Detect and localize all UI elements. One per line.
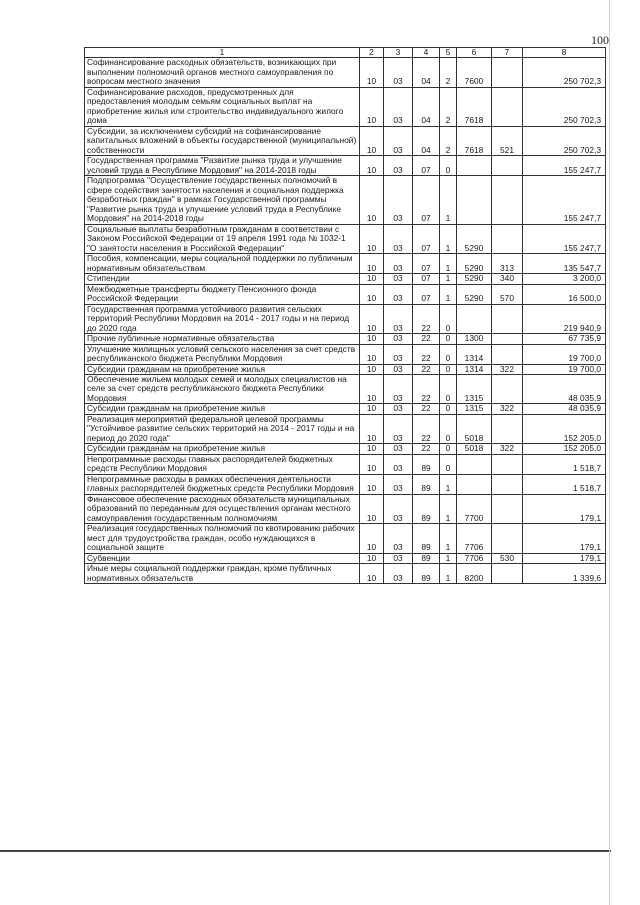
section-code-cell: 10	[360, 404, 384, 414]
section-code-cell: 10	[360, 454, 384, 474]
amount-cell: 152 205,0	[523, 444, 606, 454]
direction-code-cell: 5290	[457, 284, 492, 304]
table-row	[85, 524, 606, 553]
section-code-cell: 10	[360, 374, 384, 403]
expense-type-code-cell	[492, 58, 523, 87]
expense-type-code-cell: 570	[492, 284, 523, 304]
subsection-code-cell: 03	[384, 344, 413, 364]
table-row	[85, 564, 606, 584]
subsection-code-cell: 03	[384, 374, 413, 403]
section-code-cell: 10	[360, 176, 384, 224]
direction-code-cell: 5018	[457, 414, 492, 443]
expense-type-code-cell	[492, 304, 523, 333]
direction-code-cell	[457, 474, 492, 494]
table-row	[85, 87, 606, 126]
amount-cell: 219 940,9	[523, 304, 606, 333]
subprogram-code-cell: 0	[440, 344, 457, 364]
budget-table	[84, 47, 606, 584]
expense-type-code-cell: 322	[492, 444, 523, 454]
section-code-cell: 10	[360, 304, 384, 333]
subsection-code-cell: 03	[384, 524, 413, 553]
column-header-7: 7	[492, 48, 523, 58]
expense-name-cell: Прочие публичные нормативные обязательства	[85, 334, 360, 344]
amount-cell: 19 700,0	[523, 344, 606, 364]
subprogram-code-cell: 0	[440, 374, 457, 403]
direction-code-cell: 5290	[457, 274, 492, 284]
amount-cell: 155 247,7	[523, 176, 606, 224]
expense-name-cell: Пособия, компенсации, меры социальной поддержки по публичным нормативным обязательствам	[85, 254, 360, 274]
amount-cell: 152 205,0	[523, 414, 606, 443]
scan-edge	[609, 0, 610, 905]
amount-cell: 1 339,6	[523, 564, 606, 584]
program-code-cell: 22	[413, 364, 440, 374]
expense-name-cell: Непрограммные расходы в рамках обеспечения деятельности главных распорядителей бюджетных средств Республики Мордовия	[85, 474, 360, 494]
amount-cell: 179,1	[523, 494, 606, 523]
column-header-6: 6	[457, 48, 492, 58]
subsection-code-cell: 03	[384, 224, 413, 253]
expense-type-code-cell: 322	[492, 404, 523, 414]
expense-name-cell: Субсидии гражданам на приобретение жилья	[85, 404, 360, 414]
expense-name-cell: Межбюджетные трансферты бюджету Пенсионного фонда Российской Федерации	[85, 284, 360, 304]
amount-cell: 48 035,9	[523, 374, 606, 403]
expense-name-cell: Реализация государственных полномочий по квотированию рабочих мест для трудоустройства граждан, особо нуждающихся в социальной защите	[85, 524, 360, 553]
section-code-cell: 10	[360, 58, 384, 87]
table-row	[85, 274, 606, 284]
table-row	[85, 454, 606, 474]
program-code-cell: 07	[413, 224, 440, 253]
direction-code-cell: 1300	[457, 334, 492, 344]
subsection-code-cell: 03	[384, 334, 413, 344]
table-row	[85, 553, 606, 563]
subprogram-code-cell: 1	[440, 284, 457, 304]
table-row	[85, 126, 606, 155]
expense-type-code-cell	[492, 334, 523, 344]
table-row	[85, 334, 606, 344]
expense-type-code-cell	[492, 414, 523, 443]
amount-cell: 250 702,3	[523, 87, 606, 126]
expense-type-code-cell	[492, 344, 523, 364]
subprogram-code-cell: 0	[440, 454, 457, 474]
amount-cell: 1 518,7	[523, 474, 606, 494]
subprogram-code-cell: 0	[440, 404, 457, 414]
table-body	[85, 58, 606, 584]
subsection-code-cell: 03	[384, 156, 413, 176]
subsection-code-cell: 03	[384, 364, 413, 374]
program-code-cell: 04	[413, 126, 440, 155]
table-row	[85, 58, 606, 87]
program-code-cell: 89	[413, 564, 440, 584]
expense-name-cell: Иные меры социальной поддержки граждан, кроме публичных нормативных обязательств	[85, 564, 360, 584]
subprogram-code-cell: 0	[440, 414, 457, 443]
column-header-5: 5	[440, 48, 457, 58]
subprogram-code-cell: 0	[440, 304, 457, 333]
expense-type-code-cell	[492, 87, 523, 126]
subprogram-code-cell: 1	[440, 553, 457, 563]
section-code-cell: 10	[360, 224, 384, 253]
column-header-3: 3	[384, 48, 413, 58]
expense-name-cell: Субсидии, за исключением субсидий на софинансирование капитальных вложений в объекты государственной (муниципальной) собственности	[85, 126, 360, 155]
section-code-cell: 10	[360, 414, 384, 443]
section-code-cell: 10	[360, 474, 384, 494]
section-code-cell: 10	[360, 364, 384, 374]
amount-cell: 155 247,7	[523, 224, 606, 253]
expense-type-code-cell	[492, 524, 523, 553]
table-row	[85, 284, 606, 304]
program-code-cell: 07	[413, 284, 440, 304]
section-code-cell: 10	[360, 284, 384, 304]
table-row	[85, 474, 606, 494]
subsection-code-cell: 03	[384, 564, 413, 584]
subsection-code-cell: 03	[384, 126, 413, 155]
subsection-code-cell: 03	[384, 304, 413, 333]
table-row	[85, 414, 606, 443]
subsection-code-cell: 03	[384, 87, 413, 126]
expense-type-code-cell	[492, 374, 523, 403]
expense-type-code-cell: 322	[492, 364, 523, 374]
column-header-1: 1	[85, 48, 360, 58]
direction-code-cell: 7618	[457, 126, 492, 155]
direction-code-cell	[457, 156, 492, 176]
amount-cell: 179,1	[523, 524, 606, 553]
section-code-cell: 10	[360, 126, 384, 155]
subprogram-code-cell: 1	[440, 254, 457, 274]
subsection-code-cell: 03	[384, 176, 413, 224]
subsection-code-cell: 03	[384, 444, 413, 454]
direction-code-cell: 7618	[457, 87, 492, 126]
program-code-cell: 04	[413, 87, 440, 126]
section-code-cell: 10	[360, 553, 384, 563]
expense-name-cell: Финансовое обеспечение расходных обязательств муниципальных образований по переданным для осуществления органам местного самоуправления государственным полномочиям	[85, 494, 360, 523]
expense-name-cell: Улучшение жилищных условий сельского населения за счет средств республиканского бюджета Республики Мордовия	[85, 344, 360, 364]
bottom-rule	[0, 850, 611, 852]
subprogram-code-cell: 1	[440, 494, 457, 523]
table-header	[85, 48, 606, 58]
table-row	[85, 494, 606, 523]
direction-code-cell: 7706	[457, 553, 492, 563]
subsection-code-cell: 03	[384, 284, 413, 304]
direction-code-cell: 1315	[457, 374, 492, 403]
direction-code-cell: 7706	[457, 524, 492, 553]
direction-code-cell	[457, 454, 492, 474]
expense-name-cell: Субсидии гражданам на приобретение жилья	[85, 444, 360, 454]
subprogram-code-cell: 2	[440, 126, 457, 155]
direction-code-cell: 1314	[457, 344, 492, 364]
section-code-cell: 10	[360, 156, 384, 176]
program-code-cell: 07	[413, 274, 440, 284]
program-code-cell: 07	[413, 156, 440, 176]
column-header-8: 8	[523, 48, 606, 58]
subprogram-code-cell: 0	[440, 444, 457, 454]
expense-name-cell: Обеспечение жильем молодых семей и молодых специалистов на селе за счет средств республиканского бюджета Республики Мордовия	[85, 374, 360, 403]
subprogram-code-cell: 1	[440, 176, 457, 224]
program-code-cell: 89	[413, 553, 440, 563]
expense-type-code-cell	[492, 494, 523, 523]
section-code-cell: 10	[360, 274, 384, 284]
subsection-code-cell: 03	[384, 58, 413, 87]
direction-code-cell: 1315	[457, 404, 492, 414]
expense-name-cell: Государственная программа "Развитие рынка труда и улучшение условий труда в Республике Мордовия" на 2014-2018 годы	[85, 156, 360, 176]
amount-cell: 16 500,0	[523, 284, 606, 304]
expense-type-code-cell	[492, 224, 523, 253]
program-code-cell: 22	[413, 414, 440, 443]
amount-cell: 48 035,9	[523, 404, 606, 414]
subprogram-code-cell: 1	[440, 524, 457, 553]
table-row	[85, 344, 606, 364]
section-code-cell: 10	[360, 87, 384, 126]
program-code-cell: 22	[413, 444, 440, 454]
program-code-cell: 04	[413, 58, 440, 87]
column-header-2: 2	[360, 48, 384, 58]
table-row	[85, 404, 606, 414]
subprogram-code-cell: 1	[440, 474, 457, 494]
expense-name-cell: Субсидии гражданам на приобретение жилья	[85, 364, 360, 374]
program-code-cell: 89	[413, 474, 440, 494]
section-code-cell: 10	[360, 524, 384, 553]
subprogram-code-cell: 1	[440, 274, 457, 284]
expense-name-cell: Государственная программа устойчивого развития сельских территорий Республики Мордовия на 2014 - 2017 годы и на период до 2020 года	[85, 304, 360, 333]
expense-type-code-cell: 530	[492, 553, 523, 563]
amount-cell: 3 200,0	[523, 274, 606, 284]
column-header-4: 4	[413, 48, 440, 58]
subsection-code-cell: 03	[384, 414, 413, 443]
expense-name-cell: Реализация мероприятий федеральной целевой программы "Устойчивое развитие сельских территорий на 2014 - 2017 годы и на период до 2020 года"	[85, 414, 360, 443]
subprogram-code-cell: 0	[440, 334, 457, 344]
section-code-cell: 10	[360, 254, 384, 274]
table-row	[85, 374, 606, 403]
subsection-code-cell: 03	[384, 274, 413, 284]
section-code-cell: 10	[360, 494, 384, 523]
expense-name-cell: Софинансирование расходных обязательств, возникающих при выполнении полномочий органов местного самоуправления по вопросам местного значения	[85, 58, 360, 87]
expense-type-code-cell	[492, 454, 523, 474]
section-code-cell: 10	[360, 344, 384, 364]
amount-cell: 250 702,3	[523, 58, 606, 87]
direction-code-cell: 5290	[457, 254, 492, 274]
subprogram-code-cell: 2	[440, 58, 457, 87]
table-row	[85, 224, 606, 253]
subprogram-code-cell: 1	[440, 564, 457, 584]
subprogram-code-cell: 1	[440, 224, 457, 253]
table-row	[85, 254, 606, 274]
expense-type-code-cell: 340	[492, 274, 523, 284]
direction-code-cell	[457, 304, 492, 333]
subsection-code-cell: 03	[384, 254, 413, 274]
amount-cell: 67 735,9	[523, 334, 606, 344]
expense-type-code-cell: 521	[492, 126, 523, 155]
program-code-cell: 22	[413, 404, 440, 414]
expense-type-code-cell	[492, 474, 523, 494]
expense-name-cell: Подпрограмма "Осуществление государственных полномочий в сфере содействия занятости населения и социальная поддержка безработных граждан" в рамках Государственной программы "Развитие рынка труда и улучшение условий труда в Республике Мордовия" на 2014-2018 годы	[85, 176, 360, 224]
direction-code-cell: 5018	[457, 444, 492, 454]
amount-cell: 250 702,3	[523, 126, 606, 155]
amount-cell: 1 518,7	[523, 454, 606, 474]
program-code-cell: 89	[413, 524, 440, 553]
section-code-cell: 10	[360, 444, 384, 454]
amount-cell: 179,1	[523, 553, 606, 563]
table-row	[85, 364, 606, 374]
program-code-cell: 89	[413, 454, 440, 474]
table-row	[85, 444, 606, 454]
program-code-cell: 22	[413, 334, 440, 344]
expense-type-code-cell	[492, 176, 523, 224]
subprogram-code-cell: 0	[440, 156, 457, 176]
direction-code-cell: 8200	[457, 564, 492, 584]
expense-name-cell: Софинансирование расходов, предусмотренных для предоставления молодым семьям социальных выплат на приобретение жилья или строительство индивидуального жилого дома	[85, 87, 360, 126]
direction-code-cell: 7600	[457, 58, 492, 87]
expense-name-cell: Стипендии	[85, 274, 360, 284]
program-code-cell: 89	[413, 494, 440, 523]
direction-code-cell: 7700	[457, 494, 492, 523]
expense-name-cell: Непрограммные расходы главных распорядителей бюджетных средств Республики Мордовия	[85, 454, 360, 474]
expense-name-cell: Социальные выплаты безработным гражданам в соответствии с Законом Российской Федерации от 19 апреля 1991 года № 1032-1 "О занятости населения в Российской Федерации"	[85, 224, 360, 253]
page-number: 100	[591, 33, 609, 47]
expense-type-code-cell: 313	[492, 254, 523, 274]
subprogram-code-cell: 0	[440, 364, 457, 374]
expense-name-cell: Субвенции	[85, 553, 360, 563]
program-code-cell: 22	[413, 304, 440, 333]
subsection-code-cell: 03	[384, 454, 413, 474]
program-code-cell: 07	[413, 176, 440, 224]
expense-type-code-cell	[492, 156, 523, 176]
amount-cell: 155 247,7	[523, 156, 606, 176]
direction-code-cell: 5290	[457, 224, 492, 253]
subsection-code-cell: 03	[384, 494, 413, 523]
program-code-cell: 22	[413, 374, 440, 403]
subsection-code-cell: 03	[384, 474, 413, 494]
expense-type-code-cell	[492, 564, 523, 584]
amount-cell: 19 700,0	[523, 364, 606, 374]
direction-code-cell: 1314	[457, 364, 492, 374]
direction-code-cell	[457, 176, 492, 224]
section-code-cell: 10	[360, 334, 384, 344]
table-row	[85, 176, 606, 224]
subsection-code-cell: 03	[384, 553, 413, 563]
table-row	[85, 156, 606, 176]
amount-cell: 135 547,7	[523, 254, 606, 274]
section-code-cell: 10	[360, 564, 384, 584]
program-code-cell: 22	[413, 344, 440, 364]
subprogram-code-cell: 2	[440, 87, 457, 126]
program-code-cell: 07	[413, 254, 440, 274]
subsection-code-cell: 03	[384, 404, 413, 414]
table-row	[85, 304, 606, 333]
